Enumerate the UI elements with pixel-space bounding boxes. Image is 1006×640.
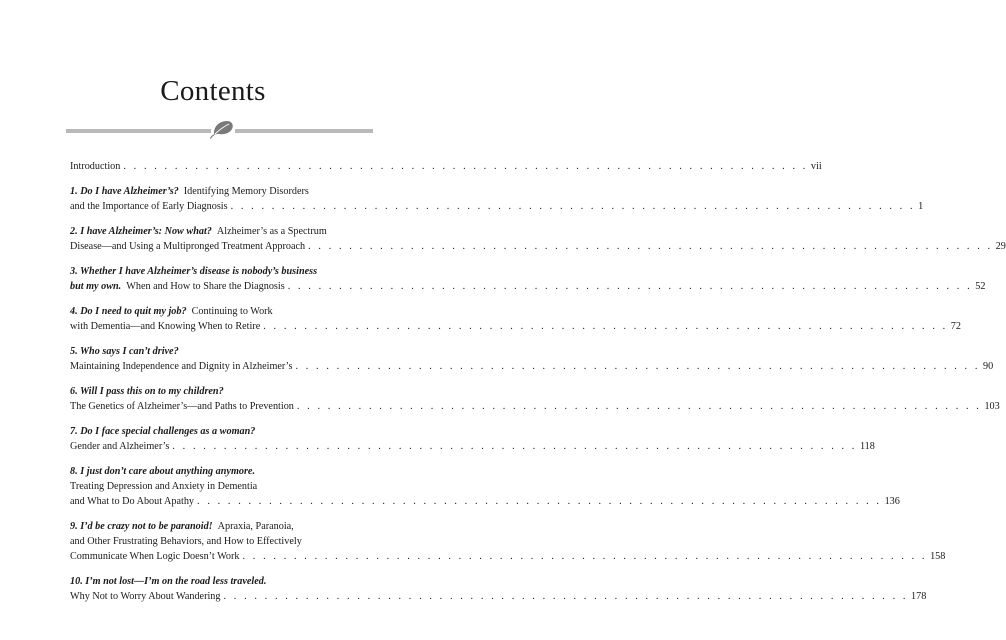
- chapter-subtitle: Gender and Alzheimer’s: [70, 441, 170, 452]
- chapter-subtitle: Introduction: [70, 161, 121, 172]
- dot-leader: [169, 439, 860, 454]
- chapter-subtitle: Continuing to Work: [191, 306, 273, 317]
- toc-line: [70, 464, 373, 479]
- page-number: vii: [810, 161, 822, 172]
- toc-line-text: [70, 279, 285, 294]
- toc-line: [70, 184, 373, 199]
- chapter-title: 4. Do I need to quit my job?: [70, 306, 187, 317]
- page-number: 178: [911, 591, 927, 602]
- dot-leader: [294, 399, 985, 414]
- table-of-contents: [70, 159, 1006, 614]
- chapter-title: 10. I’m not lost—I’m on the road less traveled.: [70, 576, 267, 587]
- page-number: 52: [975, 281, 986, 292]
- toc-line-text: [70, 199, 228, 214]
- toc-line: [70, 279, 986, 294]
- chapter-title: 9. I’d be crazy not to be paranoid!: [70, 521, 213, 532]
- chapter-subtitle: and Other Frustrating Behaviors, and How to Effectively: [70, 536, 302, 547]
- toc-entry: [70, 224, 1006, 254]
- toc-line-text: [70, 224, 327, 239]
- chapter-title: 5. Who says I can’t drive?: [70, 346, 179, 357]
- chapter-subtitle: Identifying Memory Disorders: [183, 186, 309, 197]
- toc-line-text: [70, 384, 224, 399]
- chapter-subtitle: Treating Depression and Anxiety in Dementia: [70, 481, 258, 492]
- chapter-subtitle: Maintaining Independence and Dignity in Alzheimer’s: [70, 361, 293, 372]
- page-number: 1: [918, 201, 924, 212]
- toc-entry: [70, 304, 961, 334]
- page-number: 136: [884, 496, 900, 507]
- chapter-title: 2. I have Alzheimer’s: Now what?: [70, 226, 212, 237]
- toc-entry: [70, 464, 900, 509]
- chapter-title: but my own.: [70, 281, 122, 292]
- chapter-subtitle: with Dementia—and Knowing When to Retire: [70, 321, 261, 332]
- toc-line-text: [70, 534, 302, 549]
- toc-line: [70, 384, 373, 399]
- toc-line: [70, 359, 994, 374]
- toc-line-text: [70, 359, 292, 374]
- chapter-subtitle: Communicate When Logic Doesn’t Work: [70, 551, 240, 562]
- toc-line: [70, 479, 373, 494]
- chapter-title: 6. Will I pass this on to my children?: [70, 386, 224, 397]
- toc-line: [70, 319, 961, 334]
- toc-line: [70, 199, 924, 214]
- toc-line: [70, 534, 373, 549]
- toc-line-text: [70, 159, 120, 174]
- chapter-title: 7. Do I face special challenges as a woman?: [70, 426, 256, 437]
- toc-line-text: [70, 424, 255, 439]
- chapter-title: 3. Whether I have Alzheimer’s disease is nobody’s business: [70, 266, 318, 277]
- toc-entry: [70, 264, 986, 294]
- page-number: 158: [930, 551, 946, 562]
- chapter-subtitle: When and How to Share the Diagnosis: [126, 281, 285, 292]
- toc-entry: [70, 159, 822, 174]
- toc-line-text: [70, 184, 309, 199]
- toc-line-text: [70, 399, 294, 414]
- dot-leader: [194, 494, 885, 509]
- page-number: 29: [995, 241, 1006, 252]
- toc-line: [70, 264, 373, 279]
- toc-line: [70, 224, 373, 239]
- page-number: 103: [984, 401, 1000, 412]
- toc-line: [70, 519, 373, 534]
- toc-line: [70, 239, 1006, 254]
- page-number: 90: [983, 361, 994, 372]
- dot-leader: [260, 319, 951, 334]
- toc-line-text: [70, 494, 194, 509]
- toc-line: [70, 159, 822, 174]
- toc-line-text: [70, 319, 260, 334]
- toc-line-text: [70, 239, 305, 254]
- dot-leader: [292, 359, 983, 374]
- toc-line: [70, 589, 927, 604]
- toc-line-text: [70, 344, 179, 359]
- chapter-title: 8. I just don’t care about anything anymore.: [70, 466, 256, 477]
- divider-left: [66, 129, 211, 133]
- toc-line-text: [70, 519, 294, 534]
- toc-line-text: [70, 589, 221, 604]
- toc-line-text: [70, 439, 169, 454]
- toc-entry: [70, 344, 994, 374]
- chapter-subtitle: Why Not to Worry About Wandering: [70, 591, 221, 602]
- toc-line: [70, 574, 373, 589]
- dot-leader: [221, 589, 912, 604]
- toc-line-text: [70, 264, 317, 279]
- page-number: 118: [859, 441, 875, 452]
- toc-line: [70, 399, 1000, 414]
- toc-line: [70, 439, 875, 454]
- chapter-subtitle: Disease—and Using a Multipronged Treatment Approach: [70, 241, 306, 252]
- toc-line: [70, 304, 373, 319]
- toc-entry: [70, 184, 924, 214]
- toc-entry: [70, 424, 875, 454]
- toc-line-text: [70, 574, 266, 589]
- chapter-subtitle: Alzheimer’s as a Spectrum: [216, 226, 327, 237]
- toc-entry: [70, 384, 1000, 414]
- toc-line-text: [70, 479, 257, 494]
- page-title: Contents: [160, 75, 266, 107]
- toc-entry: [70, 519, 946, 564]
- toc-line: [70, 494, 900, 509]
- toc-line: [70, 549, 946, 564]
- divider-right: [235, 129, 373, 133]
- leaf-ornament-icon: [210, 117, 236, 139]
- chapter-subtitle: and What to Do About Apathy: [70, 496, 195, 507]
- dot-leader: [305, 239, 996, 254]
- toc-entry: [70, 574, 927, 604]
- toc-line-text: [70, 549, 240, 564]
- dot-leader: [228, 199, 919, 214]
- toc-line: [70, 344, 373, 359]
- chapter-subtitle: Apraxia, Paranoia,: [217, 521, 294, 532]
- chapter-subtitle: The Genetics of Alzheimer’s—and Paths to Prevention: [70, 401, 294, 412]
- page-number: 72: [950, 321, 961, 332]
- chapter-title: 1. Do I have Alzheimer’s?: [70, 186, 179, 197]
- toc-line-text: [70, 464, 255, 479]
- toc-line: [70, 424, 373, 439]
- dot-leader: [120, 159, 811, 174]
- toc-line-text: [70, 304, 273, 319]
- dot-leader: [240, 549, 931, 564]
- dot-leader: [285, 279, 976, 294]
- chapter-subtitle: and the Importance of Early Diagnosis: [70, 201, 228, 212]
